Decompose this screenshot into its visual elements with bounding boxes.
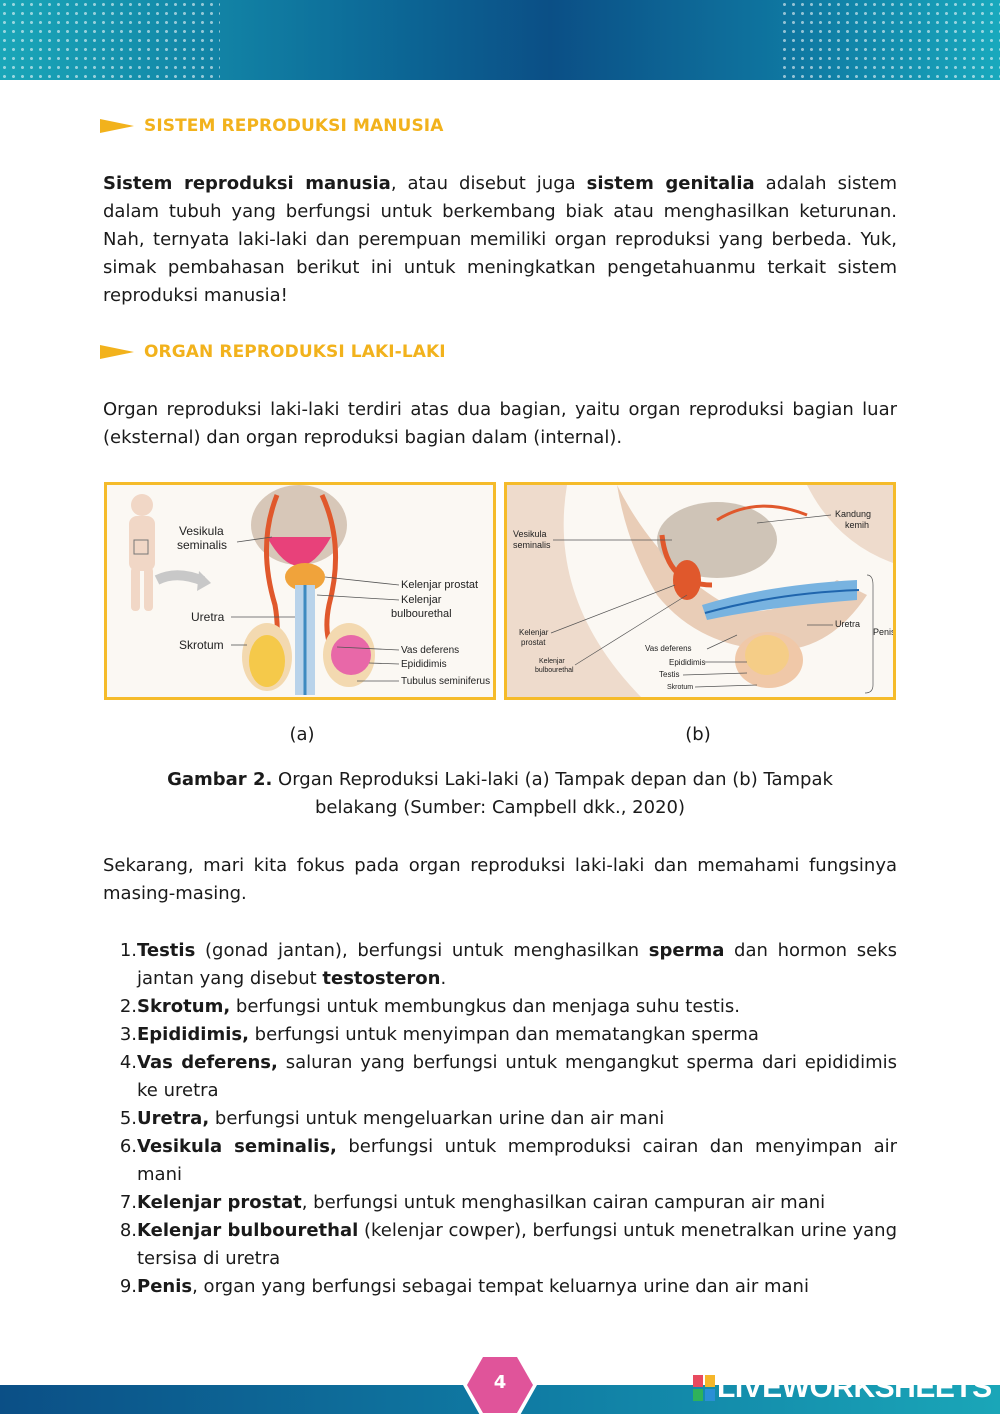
term-uretra: Uretra,	[137, 1108, 210, 1129]
section-heading-reproduksi	[100, 116, 443, 136]
figure-panel-front	[104, 482, 496, 700]
label-uretra: Uretra	[191, 610, 225, 624]
list-item-body	[137, 1189, 897, 1217]
list-number: 8.	[119, 1220, 137, 1241]
list-text: (kelenjar cowper), berfungsi untuk menetralkan urine yang tersisa di uretra	[137, 1220, 897, 1269]
list-item	[103, 1105, 897, 1133]
label-b-skrotum: Skrotum	[667, 684, 694, 691]
label-bulbourethal: bulbourethal	[391, 608, 452, 620]
liveworksheets-logo[interactable]	[693, 1371, 992, 1405]
label-b-penis: Penis	[873, 627, 896, 637]
list-item-body	[137, 937, 897, 993]
term-sistem-genitalia: sistem genitalia	[586, 173, 755, 194]
list-text: dan hormon seks jantan yang disebut	[137, 940, 897, 989]
term-vesikula-seminalis: Vesikula seminalis,	[137, 1136, 337, 1157]
section-heading-organ	[100, 342, 446, 362]
list-item-body	[137, 1273, 897, 1301]
organ-list	[103, 937, 897, 1301]
list-text: berfungsi untuk menyimpan dan mematangkan sperma	[248, 1024, 759, 1045]
list-item-body	[137, 1021, 897, 1049]
label-b-epididimis: Epididimis	[669, 658, 706, 667]
list-text: berfungsi untuk mengeluarkan urine dan air mani	[209, 1108, 665, 1129]
term-sistem-reproduksi: Sistem reproduksi manusia	[103, 173, 391, 194]
list-item-body	[137, 1217, 897, 1273]
label-epididimis: Epididimis	[401, 659, 447, 670]
intro-text-1: , atau disebut juga	[390, 173, 587, 194]
list-text: (gonad jantan), berfungsi untuk menghasilkan	[195, 940, 649, 961]
figure-label-b: (b)	[685, 724, 711, 745]
term-sperma: sperma	[648, 940, 725, 961]
list-text: .	[440, 968, 447, 989]
list-item	[103, 1133, 897, 1189]
list-item-body	[137, 1105, 897, 1133]
list-item	[103, 1273, 897, 1301]
label-b-testis: Testis	[659, 670, 680, 679]
list-number: 1.	[119, 940, 137, 961]
list-text: berfungsi untuk membungkus dan menjaga suhu testis.	[230, 996, 740, 1017]
intro-paragraph	[103, 170, 897, 310]
list-text: berfungsi untuk memproduksi cairan dan menyimpan air mani	[137, 1136, 897, 1185]
caption-prefix: Gambar 2.	[167, 769, 273, 790]
list-item-body	[137, 1133, 897, 1189]
term-vas-deferens: Vas deferens,	[137, 1052, 278, 1073]
figure-label-a: (a)	[289, 724, 315, 745]
anatomy-side-illustration	[507, 485, 896, 700]
header-banner	[0, 0, 1000, 80]
label-b-kelenjar-2: Kelenjar	[539, 658, 565, 665]
label-b-vesikula: Vesikula	[513, 529, 547, 539]
list-item-body	[137, 993, 897, 1021]
pennant-arrow-icon	[100, 344, 134, 360]
list-item	[103, 1189, 897, 1217]
label-b-uretra: Uretra	[835, 619, 861, 629]
banner-dots-left	[0, 0, 220, 80]
brand-text: LIVEWORKSHEETS	[717, 1371, 992, 1404]
term-testis: Testis	[137, 940, 196, 961]
intro-text-2: adalah sistem dalam tubuh yang berfungsi untuk berkembang biak atau menghasilkan keturunan. Nah, ternyata laki-laki dan perempuan memiliki organ reproduksi yang berbeda. Yuk, simak pembahasan berikut ini untuk meningkatkan pengetahuanmu terkait sistem reproduksi manusia!	[103, 173, 897, 306]
anatomy-front-illustration	[107, 485, 496, 700]
list-item	[103, 993, 897, 1021]
list-number: 5.	[119, 1108, 137, 1129]
banner-dots-right	[780, 0, 1000, 80]
list-number: 2.	[119, 996, 137, 1017]
list-item	[103, 1217, 897, 1273]
term-epididimis: Epididimis,	[137, 1024, 249, 1045]
list-item	[103, 1049, 897, 1105]
list-item	[103, 937, 897, 993]
label-kelenjar-prostat: Kelenjar prostat	[401, 579, 479, 591]
list-number: 6.	[119, 1136, 137, 1157]
list-number: 9.	[119, 1276, 137, 1297]
list-number: 3.	[119, 1024, 137, 1045]
label-b-kelenjar: Kelenjar	[519, 628, 549, 637]
label-b-bulbourethal: bulbourethal	[535, 667, 574, 674]
page-number: 4	[493, 1372, 507, 1393]
label-seminalis: seminalis	[177, 538, 228, 552]
caption-text: Organ Reproduksi Laki-laki (a) Tampak depan dan (b) Tampak belakang (Sumber: Campbell dkk., 2020)	[272, 769, 833, 818]
figure-caption	[130, 766, 870, 822]
label-vesikula: Vesikula	[179, 524, 224, 538]
list-text: , berfungsi untuk menghasilkan cairan campuran air mani	[301, 1192, 826, 1213]
term-kelenjar-prostat: Kelenjar prostat	[137, 1192, 302, 1213]
label-b-vas-deferens: Vas deferens	[645, 644, 692, 653]
list-item	[103, 1021, 897, 1049]
label-skrotum: Skrotum	[179, 638, 224, 652]
label-b-prostat: prostat	[521, 638, 546, 647]
pennant-arrow-icon	[100, 118, 134, 134]
heading-text: SISTEM REPRODUKSI MANUSIA	[144, 116, 444, 136]
label-tubulus: Tubulus seminiferus	[401, 676, 491, 687]
term-kelenjar-bulbourethal: Kelenjar bulbourethal	[137, 1220, 359, 1241]
heading-text: ORGAN REPRODUKSI LAKI-LAKI	[144, 342, 446, 362]
term-testosteron: testosteron	[322, 968, 441, 989]
label-b-seminalis: seminalis	[513, 540, 551, 550]
label-b-kemih: kemih	[845, 520, 870, 530]
list-item-body	[137, 1049, 897, 1105]
label-kelenjar: Kelenjar	[401, 594, 442, 606]
list-text: saluran yang berfungsi untuk mengangkut sperma dari epididimis ke uretra	[137, 1052, 897, 1101]
focus-paragraph: Sekarang, mari kita fokus pada organ reproduksi laki-laki dan memahami fungsinya masing-masing.	[103, 855, 897, 904]
list-number: 7.	[119, 1192, 137, 1213]
list-number: 4.	[119, 1052, 137, 1073]
label-vas-deferens: Vas deferens	[401, 645, 460, 656]
term-skrotum: Skrotum,	[137, 996, 231, 1017]
label-b-kandung: Kandung	[835, 509, 872, 519]
list-text: , organ yang berfungsi sebagai tempat keluarnya urine dan air mani	[192, 1276, 809, 1297]
organ-intro-paragraph: Organ reproduksi laki-laki terdiri atas dua bagian, yaitu organ reproduksi bagian luar (eksternal) dan organ reproduksi bagian dalam (internal).	[103, 399, 897, 448]
term-penis: Penis	[137, 1276, 193, 1297]
figure-panel-side	[504, 482, 896, 700]
liveworksheets-badge-icon	[693, 1375, 715, 1401]
